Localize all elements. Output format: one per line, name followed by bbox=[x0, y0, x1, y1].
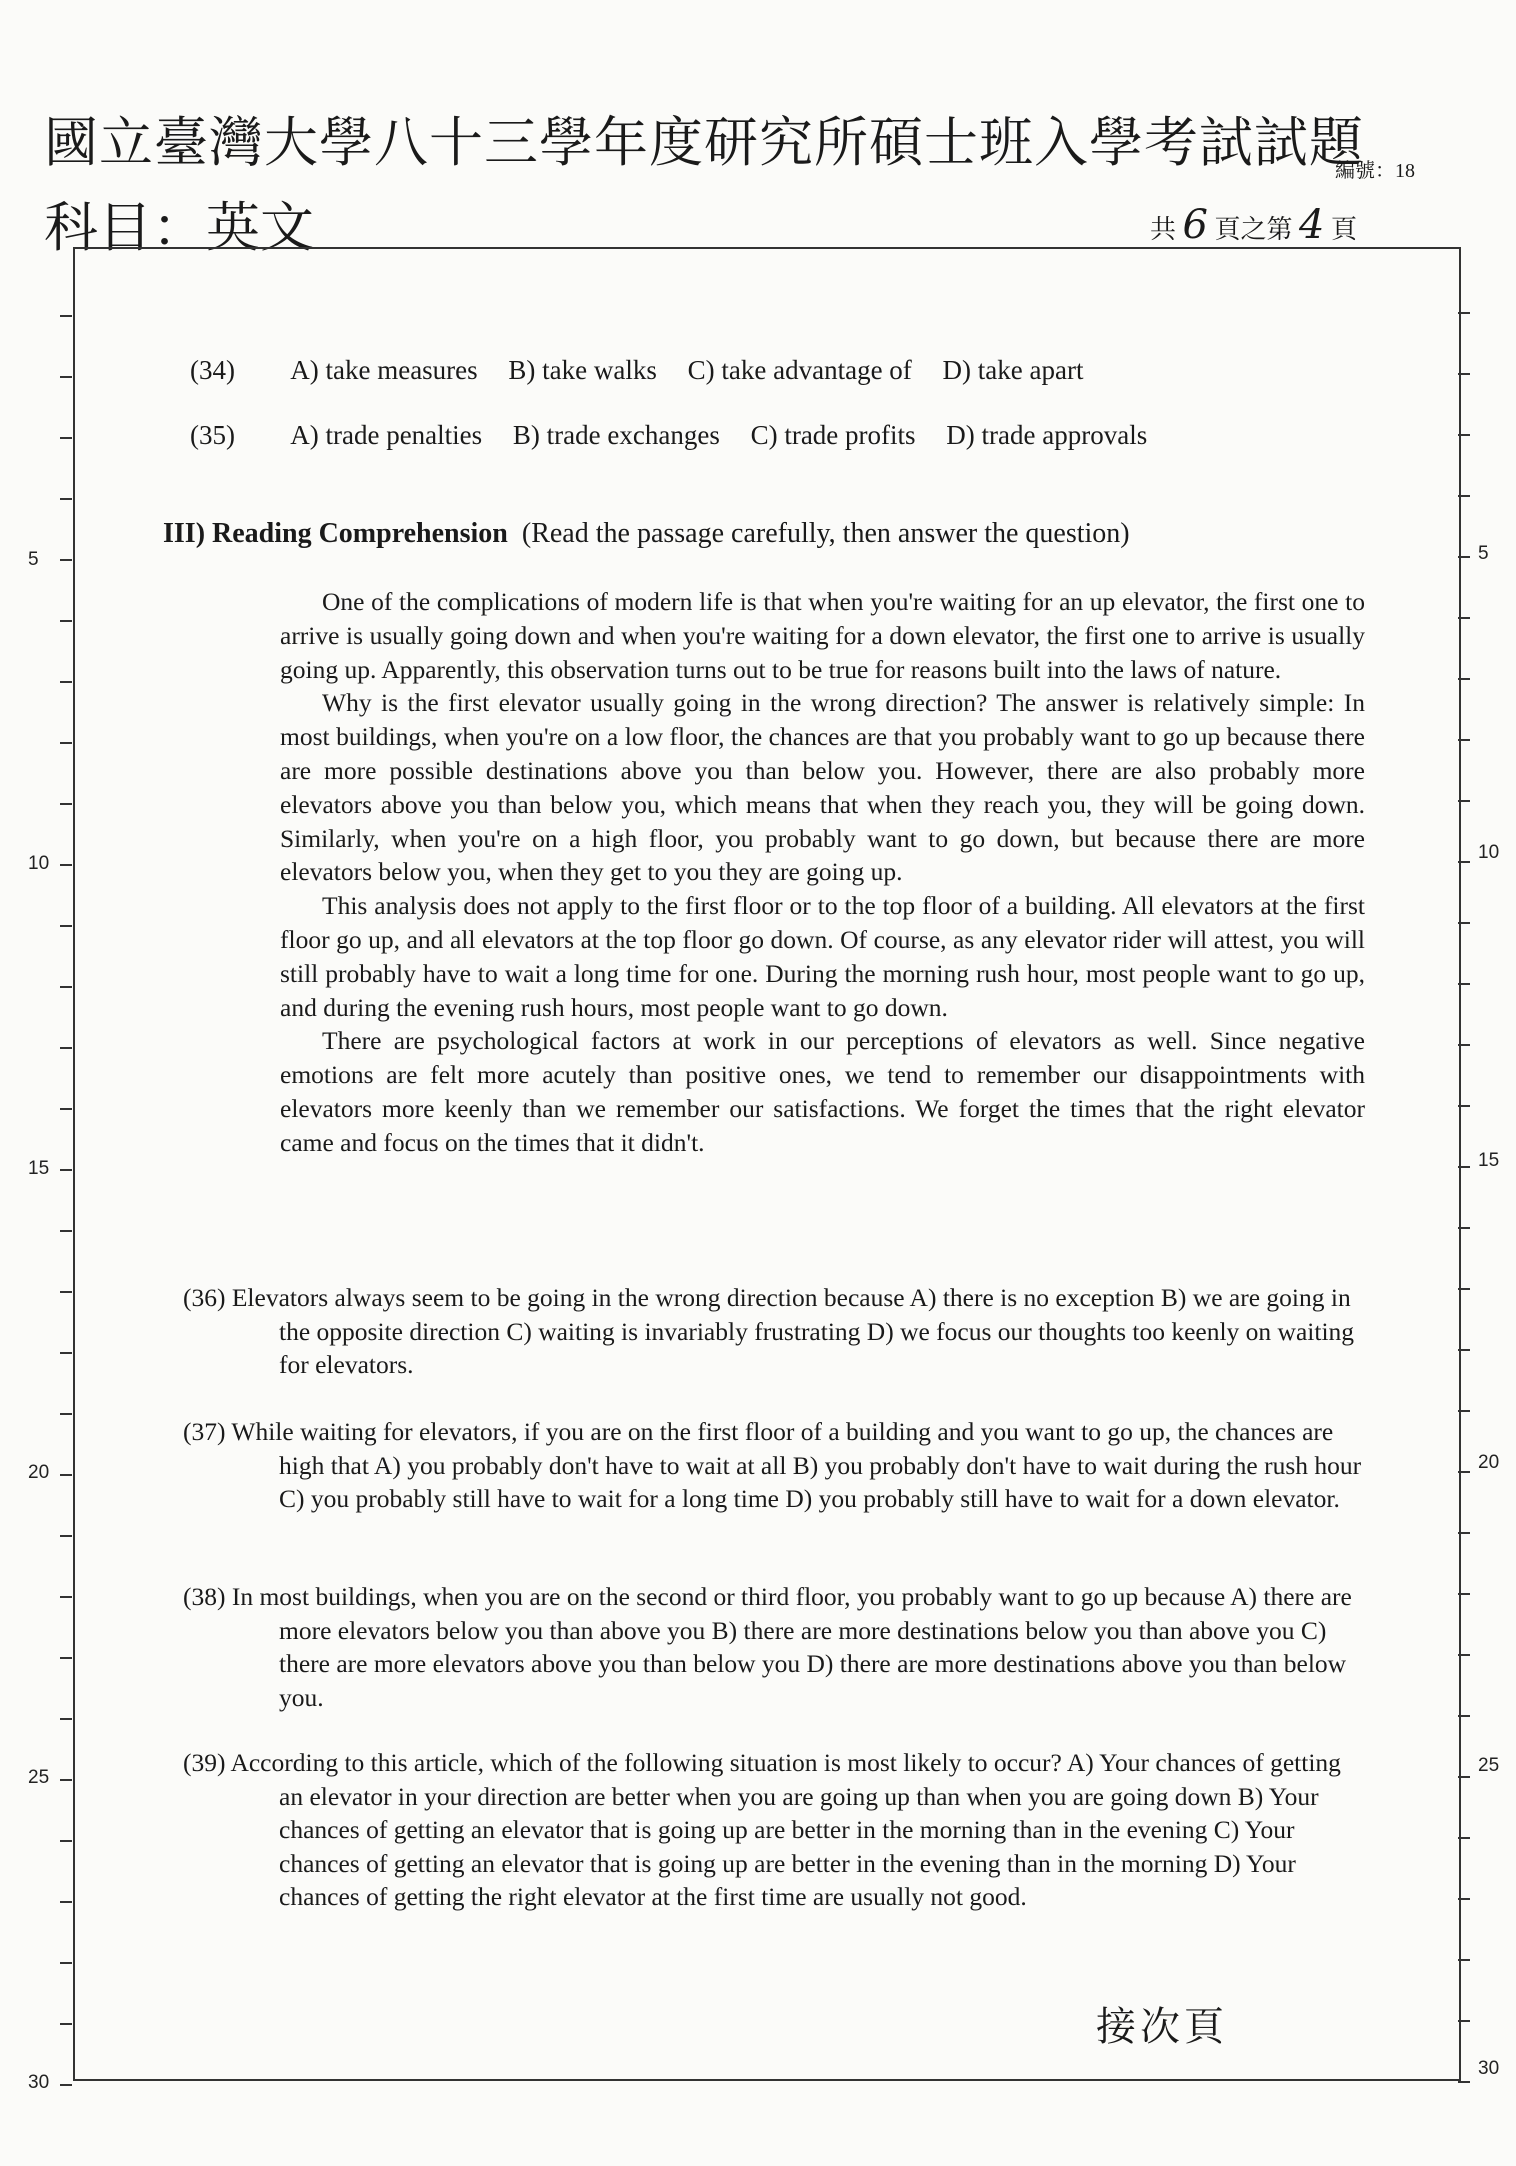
line-number-right: 10 bbox=[1478, 842, 1500, 863]
margin-tick-left bbox=[60, 1535, 72, 1537]
exam-subject: 科目：英文 bbox=[44, 196, 314, 259]
margin-tick-right bbox=[1458, 373, 1470, 375]
line-number-right: 20 bbox=[1478, 1452, 1500, 1473]
margin-tick-right bbox=[1458, 1898, 1470, 1900]
page-current: 4 bbox=[1298, 202, 1325, 248]
section-instruction: (Read the passage carefully, then answer the question) bbox=[521, 518, 1130, 549]
reading-passage bbox=[280, 585, 1365, 1160]
passage-paragraph: This analysis does not apply to the first floor or to the top floor of a building. All elevators at the first floor go up, and all elevators at the top floor go down. Of course, as any elevator rider will attest, you will still probably have to wait a long time for one. During the morning rush hour, most people want to go up, and during the evening rush hours, most people want to go down. bbox=[280, 891, 1365, 1022]
question-36: (36) Elevators always seem to be going in the wrong direction because A) there is no exception B) we are going in the opposite direction C) waiting is invariably frustrating D) we focus our thoughts too keenly on waiting for elevators. bbox=[183, 1283, 1355, 1379]
margin-tick-right bbox=[1458, 2020, 1470, 2022]
vocab-number: (34) bbox=[190, 355, 235, 385]
vocab-number: (35) bbox=[190, 420, 235, 450]
margin-tick-right bbox=[1458, 434, 1470, 436]
margin-tick-left bbox=[60, 2084, 72, 2086]
line-number-left: 15 bbox=[28, 1158, 50, 1179]
question-38: (38) In most buildings, when you are on the second or third floor, you probably want to go up because A) there are more elevators below you than above you B) there are more destinations below you than above you C) there are more elevators above you than below you D) there are more destinations above you than below you. bbox=[183, 1582, 1352, 1712]
margin-tick-right bbox=[1458, 495, 1470, 497]
page-suffix: 頁 bbox=[1330, 215, 1357, 244]
line-number-left: 20 bbox=[28, 1462, 50, 1483]
margin-tick-right bbox=[1458, 678, 1470, 680]
question-37: (37) While waiting for elevators, if you are on the first floor of a building and you want to go up, the chances are high that A) you probably don't have to wait at all B) you probably don't have to wait during the rush hour C) you probably still have to wait for a long time D) you probably still have to wait for a down elevator. bbox=[183, 1417, 1362, 1513]
line-number-left: 30 bbox=[28, 2072, 50, 2093]
margin-tick-left bbox=[60, 1657, 72, 1659]
margin-tick-right bbox=[1458, 1288, 1470, 1290]
page-total: 6 bbox=[1182, 202, 1208, 248]
margin-tick-right bbox=[1458, 983, 1470, 985]
margin-tick-left bbox=[60, 2023, 72, 2025]
margin-tick-right bbox=[1458, 1410, 1470, 1412]
page-prefix: 共 bbox=[1150, 215, 1177, 244]
margin-tick-right bbox=[1458, 1044, 1470, 1046]
margin-tick-right bbox=[1458, 800, 1470, 802]
margin-tick-left bbox=[60, 1413, 72, 1415]
line-number-right: 25 bbox=[1478, 1755, 1500, 1776]
vocab-option-a: A) trade penalties bbox=[290, 420, 483, 450]
passage-paragraph: Why is the first elevator usually going in the wrong direction? The answer is relatively simple: In most buildings, when you're on a low floor, the chances are that you probably want to go up because there are more possible destinations above you than below you. However, there are also probably more elevators above you than below you, which means that when they reach you, they will be going down. Similarly, when you're on a high floor, you probably want to go down, but because there are more elevators below you, when they get to you they are going up. bbox=[280, 688, 1365, 887]
margin-tick-left bbox=[60, 742, 72, 744]
vocab-option-d: D) trade approvals bbox=[946, 420, 1148, 450]
margin-tick-right bbox=[1458, 1105, 1470, 1107]
vocab-option-d: D) take apart bbox=[942, 355, 1084, 385]
passage-paragraph: One of the complications of modern life is that when you're waiting for an up elevator, the first one to arrive is usually going down and when you're waiting for a down elevator, the first one to arrive is usually going up. Apparently, this observation turns out to be true for reasons built into the laws of nature. bbox=[280, 587, 1365, 684]
margin-tick-left bbox=[60, 1352, 72, 1354]
margin-tick-right bbox=[1458, 1471, 1470, 1473]
page-count bbox=[1150, 202, 1357, 248]
margin-tick-left bbox=[60, 681, 72, 683]
margin-tick-right bbox=[1458, 739, 1470, 741]
section-heading bbox=[163, 518, 1130, 550]
margin-tick-left bbox=[60, 1840, 72, 1842]
margin-tick-left bbox=[60, 437, 72, 439]
margin-tick-right bbox=[1458, 312, 1470, 314]
question-39: (39) According to this article, which of the following situation is most likely to occur? A) Your chances of getting an elevator in your direction are better when you are going up than when you are going down B) Your chances of getting an elevator that is going up are better in the morning than in the evening C) Your chances of getting an elevator that is going up are better in the evening than in the morning D) Your chances of getting the right elevator at the first time are usually not good. bbox=[183, 1748, 1341, 1911]
margin-tick-left bbox=[60, 1169, 72, 1171]
margin-tick-right bbox=[1458, 861, 1470, 863]
margin-tick-right bbox=[1458, 1776, 1470, 1778]
margin-tick-right bbox=[1458, 556, 1470, 558]
margin-tick-left bbox=[60, 1901, 72, 1903]
margin-tick-left bbox=[60, 803, 72, 805]
line-number-right: 15 bbox=[1478, 1150, 1500, 1171]
exam-code: 編號：18 bbox=[1335, 160, 1415, 182]
margin-tick-right bbox=[1458, 1532, 1470, 1534]
margin-tick-left bbox=[60, 315, 72, 317]
vocab-option-b: B) trade exchanges bbox=[512, 420, 720, 450]
line-number-left: 5 bbox=[28, 549, 39, 570]
vocab-option-c: C) take advantage of bbox=[687, 355, 912, 385]
vocab-option-a: A) take measures bbox=[290, 355, 478, 385]
margin-tick-left bbox=[60, 559, 72, 561]
margin-tick-left bbox=[60, 1047, 72, 1049]
margin-tick-right bbox=[1458, 1166, 1470, 1168]
vocab-item-35 bbox=[190, 420, 1171, 451]
section-title: III) Reading Comprehension bbox=[163, 518, 508, 549]
line-number-right: 30 bbox=[1478, 2058, 1500, 2079]
page-middle: 頁之第 bbox=[1214, 215, 1293, 244]
margin-tick-left bbox=[60, 498, 72, 500]
margin-tick-left bbox=[60, 1962, 72, 1964]
line-number-left: 25 bbox=[28, 1767, 50, 1788]
margin-tick-right bbox=[1458, 617, 1470, 619]
margin-tick-left bbox=[60, 1108, 72, 1110]
margin-tick-right bbox=[1458, 1715, 1470, 1717]
vocab-item-34 bbox=[190, 355, 1107, 386]
margin-tick-left bbox=[60, 1230, 72, 1232]
margin-tick-right bbox=[1458, 922, 1470, 924]
margin-tick-left bbox=[60, 1779, 72, 1781]
margin-tick-right bbox=[1458, 2081, 1470, 2083]
margin-tick-left bbox=[60, 1718, 72, 1720]
passage-paragraph: There are psychological factors at work in our perceptions of elevators as well. Since negative emotions are felt more acutely than positive ones, we tend to remember our disappointments with elevators more keenly than we remember our satisfactions. We forget the times that the right elevator came and focus on the times that it didn't. bbox=[280, 1026, 1365, 1157]
margin-tick-left bbox=[60, 1474, 72, 1476]
vocab-option-b: B) take walks bbox=[508, 355, 657, 385]
margin-tick-right bbox=[1458, 1959, 1470, 1961]
line-number-right: 5 bbox=[1478, 543, 1489, 564]
margin-tick-left bbox=[60, 986, 72, 988]
margin-tick-right bbox=[1458, 1654, 1470, 1656]
margin-tick-left bbox=[60, 925, 72, 927]
continued-note: 接次頁 bbox=[1096, 2004, 1228, 2050]
margin-tick-left bbox=[60, 1596, 72, 1598]
line-number-left: 10 bbox=[28, 853, 50, 874]
margin-tick-right bbox=[1458, 1593, 1470, 1595]
margin-tick-right bbox=[1458, 1227, 1470, 1229]
margin-tick-left bbox=[60, 620, 72, 622]
exam-title: 國立臺灣大學八十三學年度研究所碩士班入學考試試題 bbox=[44, 111, 1364, 174]
margin-tick-left bbox=[60, 1291, 72, 1293]
vocab-option-c: C) trade profits bbox=[750, 420, 916, 450]
margin-tick-left bbox=[60, 376, 72, 378]
margin-tick-right bbox=[1458, 1837, 1470, 1839]
margin-tick-left bbox=[60, 864, 72, 866]
margin-tick-right bbox=[1458, 1349, 1470, 1351]
